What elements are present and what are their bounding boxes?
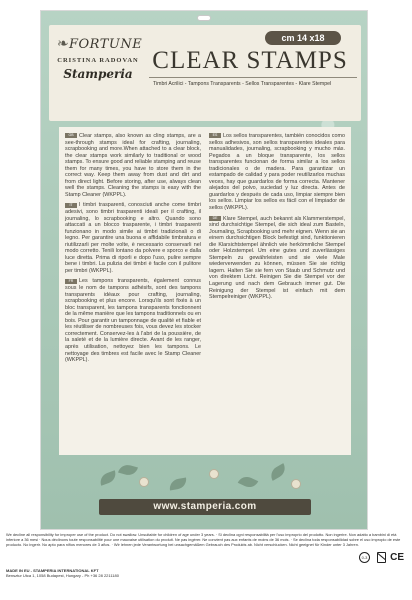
manufacturer-address (6, 568, 266, 578)
text-fr: Les tampons transparents, également connus sous le nom de tampons adhésifs, sont des tampons transparents idéaux pour crafting, journaling, scrapbooking et plus encore. Lorsqu'ils sont fixés à un bloc transparent, les tampons transparents fonctionnent de la même manière que les tampons traditionnels ou en bois. Pour garantir un tamponnage de qualité et fiable et les réutiliser de nombreuses fois, vous devez les stocker correctement. Conservez-les à l'abri de la poussière, de la saleté et de la lumière directe. Avant de les ranger, après utilisation, nettoyez bien les tampons. Le nettoyage des timbres est facile avec le Stamp Cleaner (WKPPL). (65, 278, 201, 364)
section-es (209, 133, 345, 212)
text-es: Los sellos transparentes, también conocidos como sellos adhesivos, son sellos transparentes ideales para manualidades, journaling, scrapbooking y mucho más. Pegados a un bloque transparente, los sellos transparentes funcionan de forma similar a los sellos tradicionales o de madera. Para garantizar un estampado de calidad y para poder reutilizarlos muchas veces, hay que guardarlos de forma correcta. Mantener alejados del polvo, suciedad y luz directa. Antes de guardarlos y después de cada uso, limpiar siempre bien los sellos. Limpiar los sellos es fácil con el limpiador de sellos (WKPPL). (209, 133, 345, 212)
leaf-icon: ❧ (57, 35, 69, 51)
leaf-icon (168, 478, 187, 491)
brand-logo (55, 35, 141, 115)
flower-icon (209, 469, 219, 479)
section-gb (65, 133, 201, 198)
text-de: Klare Stempel, auch bekannt als Klammerstempel, sind durchsichtige Stempel, die sich ideal zum Basteln, Journaling, Scrapbooking und mehr eignen. Wenn sie an einem durchsichtigen Block befestigt sind, funktionieren die Klarsichtstempel ähnlich wie herkömmliche Stempel oder Holzstempel. Um eine gutes und zuverlässiges Stempeln zu gewährleisten und sie viele Male wiederverwenden zu können, müssen Sie sie richtig lagern. Halten Sie sie fern von Staub und Schmutz und von direktem Licht. Reinigen Sie die Stempel vor der Lagerung und nach dem Gebrauch immer gut. Die Reinigung der Stempel ist einfach mit dem Stempelreiniger (WKPPL). (209, 215, 345, 301)
collection-name: FORTUNE (69, 37, 143, 52)
company-name: Stamperia (63, 67, 133, 81)
title-divider (149, 77, 357, 78)
hang-hole (197, 15, 211, 21)
leaf-icon (238, 474, 259, 491)
flower-icon (291, 479, 301, 489)
floral-decoration (99, 459, 311, 499)
section-fr (65, 278, 201, 363)
designer-name: CRISTINA RADOVAN (57, 57, 139, 64)
recycle-bin-icon (377, 552, 386, 563)
safety-disclaimer: We decline all responsibility for improper use of the product. Do not swallow. Unsuitable for children of age under 3 years. · Si declina ogni responsabilità per l'uso improprio del prodotto. Non ingerire. Non adatto a bambini di età inferiore a 36 mesi · Nous déclinons toute responsabilité pour une mauvaise utilisation du produit. Ne pas ingérer. Ne convient pas aux enfants de moins de 36 mois. · Se declina toda responsabilidad sobre el uso impropio de este producto. No ingerir. No apto para niños menores de 3 años. · Wir lehnen jede Verantwortung bei unsachgemäßem Gebrauch des Produkts ab. Nicht verschlucken. Nicht geeignet für Kinder unter 3 Jahren. (6, 532, 401, 548)
website-banner: www.stamperia.com (99, 499, 311, 515)
product-subtitle: Timbri Acrilici - Tampons Transparents - Sellos Transparentes - Klare Stempel (153, 81, 332, 87)
product-title: CLEAR STAMPS (152, 47, 348, 74)
size-badge: cm 14 x18 (265, 31, 341, 45)
flag-gb-icon: GB (65, 133, 77, 138)
address-line: Bensztur Utca 1, 1058 Budapest, Hungary - Ph +36 28 2211180 (6, 573, 119, 578)
left-column (65, 133, 201, 368)
age-warning-icon: 0-3 (359, 552, 370, 563)
flower-icon (139, 477, 149, 487)
flag-de-icon: DE (209, 216, 221, 221)
flag-fr-icon: FR (65, 279, 77, 284)
leaf-icon (268, 463, 289, 481)
header-panel (49, 25, 361, 121)
stamp-card (40, 10, 368, 530)
text-it: I timbri trasparenti, conosciuti anche come timbri adesivi, sono timbri trasparenti ideali per il crafting, il journaling, lo scrapbooking e altro. Quando sono attaccati a un blocco trasparente, i timbri trasparenti funzionano in modo simile ai timbri tradizionali o di legno. Per garantire una buona e affidabile timbratura e riutilizzarli per molte volte, è necessario conservarli nel modo corretto. Tenili lontano da polvere e sporco e dalla luce diretta. Prima di riporli e dopo l'uso, pulire sempre bene i timbri. La pulizia dei timbri è facile con il pulitore per timbri (WKPPL). (65, 202, 201, 274)
leaf-icon (98, 470, 118, 486)
made-in-line: MADE IN EU - STAMPERIA INTERNATIONAL KFT (6, 568, 99, 573)
leaf-icon (118, 463, 138, 477)
flag-it-icon: IT (65, 203, 77, 208)
right-column (209, 133, 345, 305)
flag-es-icon: ES (209, 133, 221, 138)
section-de (209, 216, 345, 301)
section-it (65, 202, 201, 274)
ce-mark: CE (390, 552, 404, 563)
text-gb: Clear stamps, also known as cling stamps, are a see-through stamps ideal for crafting, journaling, scrapbooking and more.When attached to a clear block, the clear stamps work similarly to traditional or wood stamps. To ensure good and reliable stamping and reuse them for many times, you have to store them in the correct way. Keep them away from dust and dirt and from direct light. Before storing, after use, always clean well the stamps. Cleaning the stamps is easy with the Stamp Cleaner (WKPPL). (65, 133, 201, 198)
instructions-panel (59, 127, 351, 455)
